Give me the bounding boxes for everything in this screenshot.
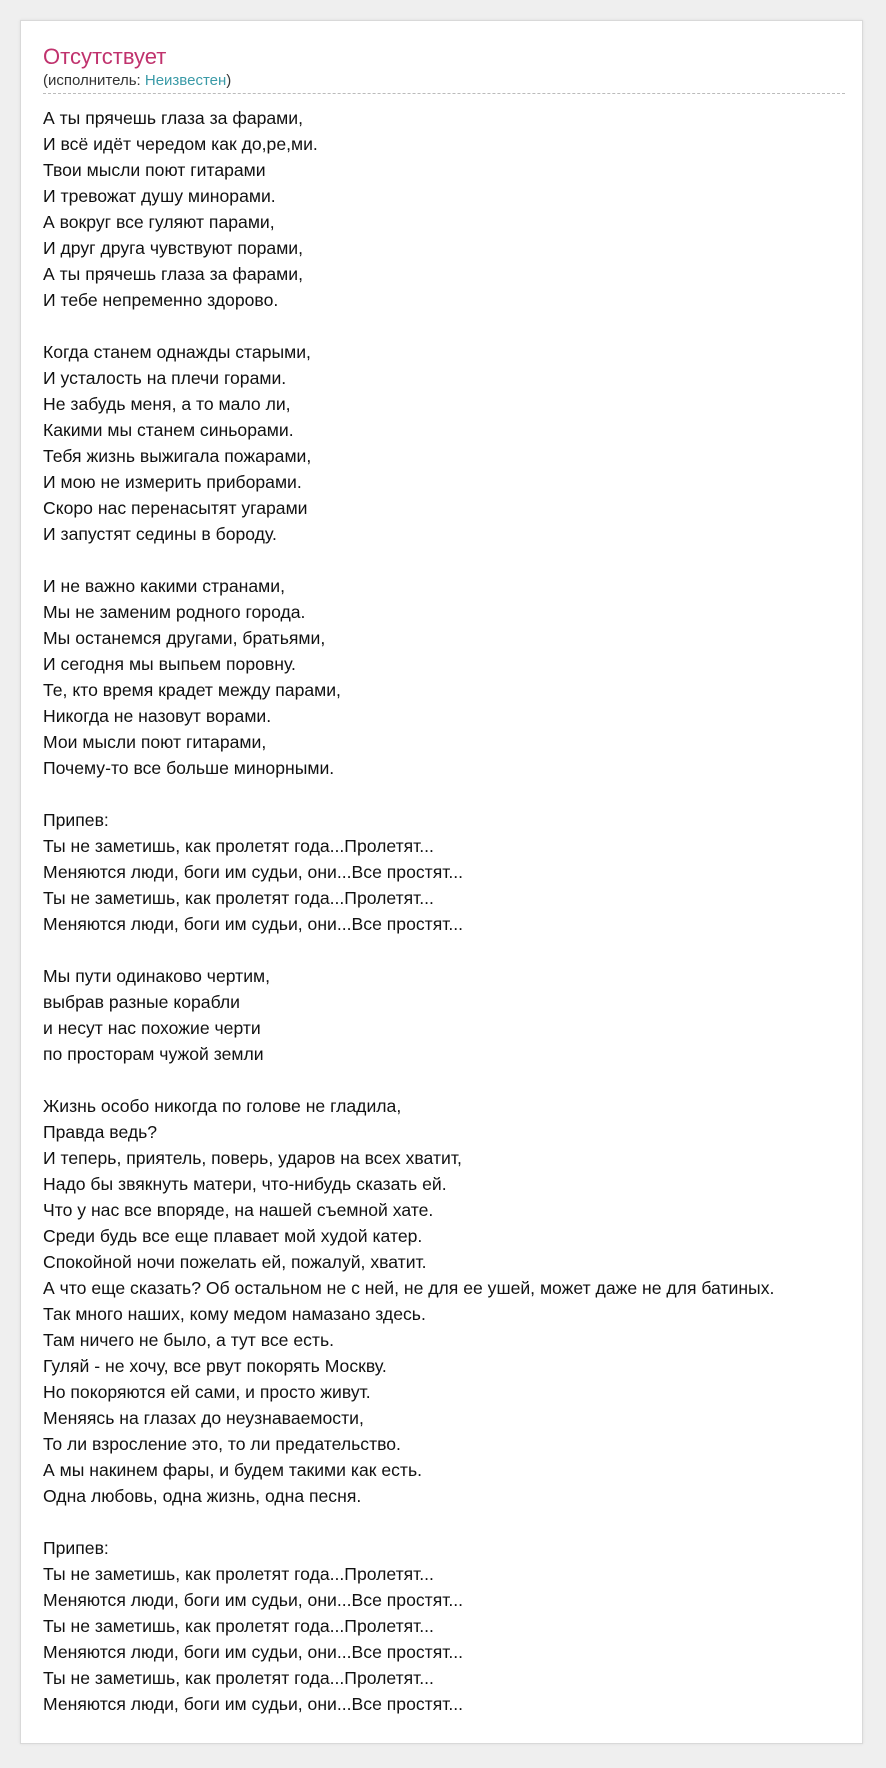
lyric-line: А вокруг все гуляют парами,: [43, 212, 275, 232]
lyric-line: Те, кто время крадет между парами,: [43, 680, 341, 700]
lyric-line: Жизнь особо никогда по голове не гладила,: [43, 1096, 402, 1116]
stanza-gap: [43, 1067, 886, 1093]
lyric-line: Когда станем однажды старыми,: [43, 342, 311, 362]
stanza-gap: [43, 937, 886, 963]
lyric-line: Но покоряются ей сами, и просто живут.: [43, 1382, 371, 1402]
stanza-gap: [43, 1509, 886, 1535]
lyric-line: А мы накинем фары, и будем такими как есть.: [43, 1460, 423, 1480]
lyric-line: Какими мы станем синьорами.: [43, 420, 294, 440]
lyric-line: Там ничего не было, а тут все есть.: [43, 1330, 335, 1350]
stanza-gap: [43, 313, 886, 339]
lyric-line: выбрав разные корабли: [43, 992, 240, 1012]
lyric-line: Меняются люди, боги им судьи, они...Все простят...: [43, 914, 464, 934]
lyric-line: Меняются люди, боги им судьи, они...Все простят...: [43, 1642, 464, 1662]
artist-line: [43, 72, 845, 94]
lyric-line: А что еще сказать? Об остальном не с ней, не для ее ушей, может даже не для батиных.: [43, 1278, 775, 1298]
lyric-line: И тебе непременно здорово.: [43, 290, 279, 310]
lyric-line: Спокойной ночи пожелать ей, пожалуй, хватит.: [43, 1252, 427, 1272]
lyric-line: Ты не заметишь, как пролетят года...Пролетят...: [43, 1616, 434, 1636]
lyric-line: Ты не заметишь, как пролетят года...Пролетят...: [43, 836, 434, 856]
lyric-line: И сегодня мы выпьем поровну.: [43, 654, 296, 674]
lyric-line: по просторам чужой земли: [43, 1044, 264, 1064]
lyric-line: Почему-то все больше минорными.: [43, 758, 335, 778]
lyric-line: А ты прячешь глаза за фарами,: [43, 264, 303, 284]
lyric-line: и несут нас похожие черти: [43, 1018, 261, 1038]
lyric-line: И усталость на плечи горами.: [43, 368, 287, 388]
lyric-line: Одна любовь, одна жизнь, одна песня.: [43, 1486, 362, 1506]
lyric-line: Никогда не назовут ворами.: [43, 706, 272, 726]
artist-link[interactable]: Неизвестен: [144, 72, 227, 89]
lyric-line: И запустят седины в бороду.: [43, 524, 277, 544]
lyric-line: Меняются люди, боги им судьи, они...Все простят...: [43, 1694, 464, 1714]
lyric-line: Не забудь меня, а то мало ли,: [43, 394, 291, 414]
lyric-line: Меняются люди, боги им судьи, они...Все простят...: [43, 862, 464, 882]
lyric-line: И тревожат душу минорами.: [43, 186, 276, 206]
lyric-line: Ты не заметишь, как пролетят года...Пролетят...: [43, 888, 434, 908]
lyric-line: Твои мысли поют гитарами: [43, 160, 266, 180]
lyric-line: Так много наших, кому медом намазано здесь.: [43, 1304, 426, 1324]
lyric-line: Мы не заменим родного города.: [43, 602, 306, 622]
song-header: [43, 43, 843, 94]
lyric-line: Мои мысли поют гитарами,: [43, 732, 267, 752]
lyric-line: Правда ведь?: [43, 1122, 158, 1142]
lyric-line: И мою не измерить приборами.: [43, 472, 302, 492]
artist-prefix: (исполнитель:: [43, 72, 145, 89]
lyric-line: Ты не заметишь, как пролетят года...Пролетят...: [43, 1564, 434, 1584]
lyrics-text: [43, 105, 886, 1717]
lyric-line: И всё идёт чередом как до,ре,ми.: [43, 134, 318, 154]
lyric-line: Надо бы звякнуть матери, что-нибудь сказать ей.: [43, 1174, 447, 1194]
lyric-line: Мы пути одинаково чертим,: [43, 966, 271, 986]
lyric-line: Скоро нас перенасытят угарами: [43, 498, 308, 518]
stanza-gap: [43, 547, 886, 573]
lyric-line: Тебя жизнь выжигала пожарами,: [43, 446, 312, 466]
lyric-line: Припев:: [43, 810, 109, 830]
song-title: Отсутствует: [43, 44, 167, 69]
stanza-gap: [43, 781, 886, 807]
lyric-line: А ты прячешь глаза за фарами,: [43, 108, 303, 128]
lyric-line: Меняясь на глазах до неузнаваемости,: [43, 1408, 364, 1428]
lyric-line: Меняются люди, боги им судьи, они...Все простят...: [43, 1590, 464, 1610]
lyric-line: Что у нас все впоряде, на нашей съемной хате.: [43, 1200, 434, 1220]
lyric-line: И друг друга чувствуют порами,: [43, 238, 304, 258]
lyric-line: Ты не заметишь, как пролетят года...Пролетят...: [43, 1668, 434, 1688]
lyric-line: Гуляй - не хочу, все рвут покорять Москву.: [43, 1356, 387, 1376]
lyric-line: И не важно какими странами,: [43, 576, 285, 596]
lyric-line: То ли взросление это, то ли предательство.: [43, 1434, 401, 1454]
lyric-line: Мы останемся другами, братьями,: [43, 628, 326, 648]
lyric-line: И теперь, приятель, поверь, ударов на всех хватит,: [43, 1148, 462, 1168]
artist-suffix: ): [226, 72, 232, 89]
lyrics-card: [20, 20, 863, 1744]
lyric-line: Среди будь все еще плавает мой худой катер.: [43, 1226, 423, 1246]
lyric-line: Припев:: [43, 1538, 109, 1558]
